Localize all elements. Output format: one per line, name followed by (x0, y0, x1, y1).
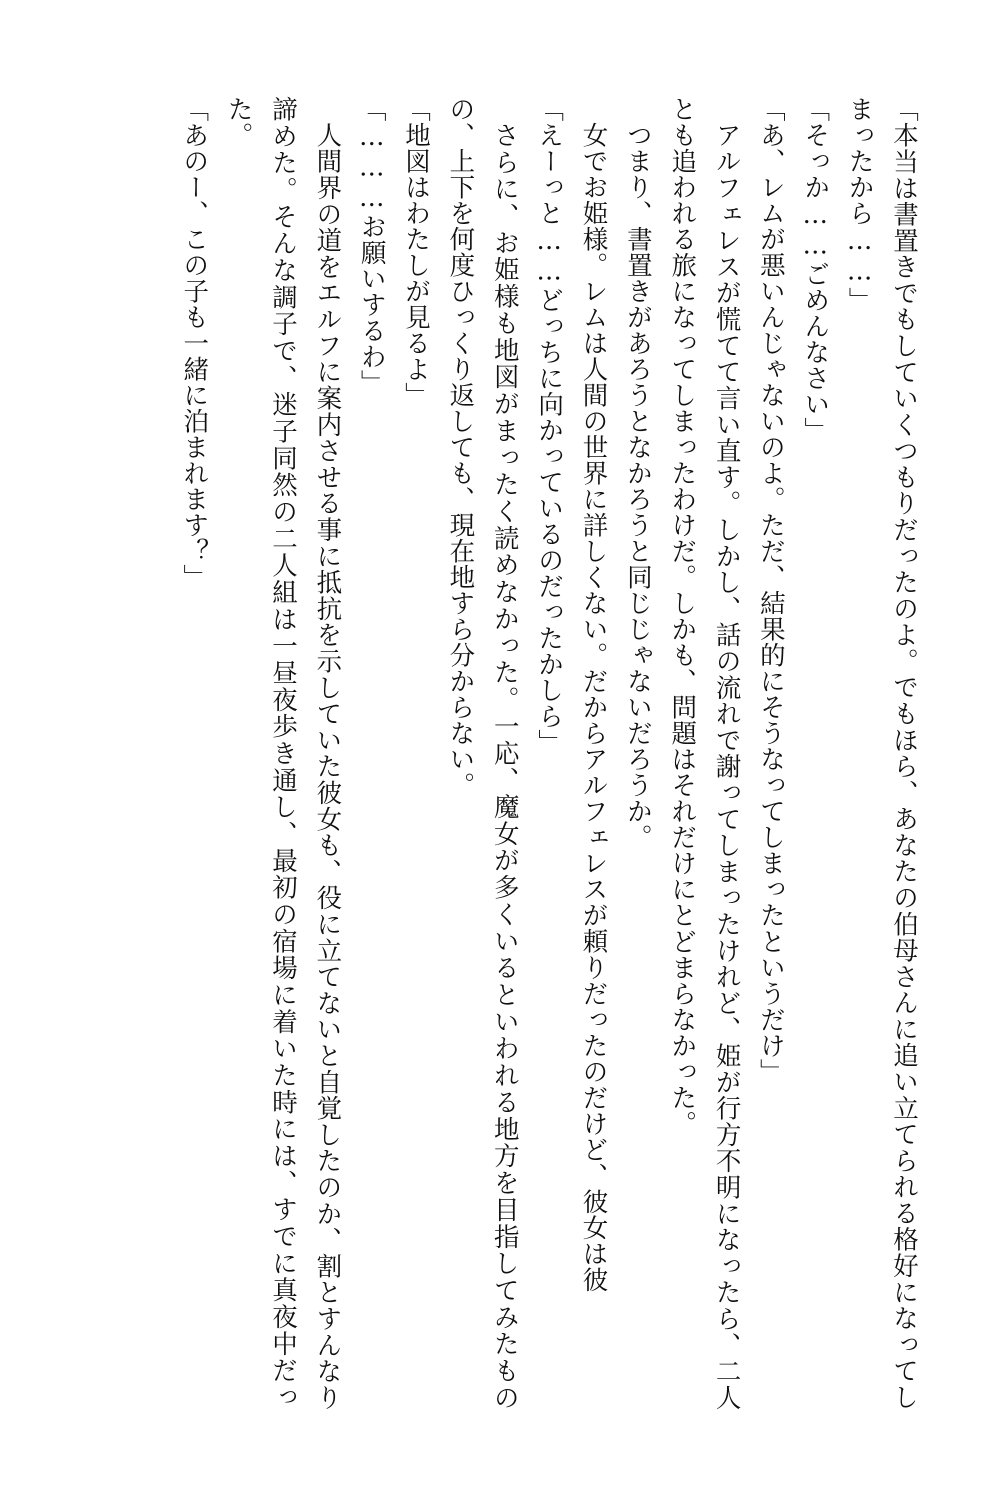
paragraph: 「えーっと……どっちに向かっているのだったかしら」 (534, 96, 565, 756)
novel-body-text (74, 96, 926, 1410)
paragraph: さらに、お姫様も地図がまったく読めなかった。一応、魔女が多くいるといわれる地方を目指してみたものの、上下を何度ひっくり返しても、現在地すら分からない。 (445, 96, 520, 1410)
paragraph: 「あ、レムが悪いんじゃないのよ。ただ、結果的にそうなってしまったというだけ」 (755, 96, 786, 1085)
paragraph: 「地図はわたしが見るよ」 (401, 96, 432, 409)
paragraph: アルフェレスが慌てて言い直す。しかし、話の流れで謝ってしまったけれど、姫が行方不明になったら、二人とも追われる旅になってしまったわけだ。しかも、問題はそれだけにとどまらなかった。 (667, 96, 742, 1410)
paragraph: 「あのー、この子も一緒に泊まれます？」 (179, 96, 210, 591)
paragraph: 「本当は書置きでもしていくつもりだったのよ。でもほら、あなたの伯母さんに追い立てられる格好になってしまったから……」 (844, 96, 919, 1410)
paragraph: つまり、書置きがあろうとなかろうと同じじゃないだろうか。 (622, 121, 653, 850)
paragraph: 「そっか……ごめんなさい」 (800, 96, 831, 444)
paragraph: 「………お願いするわ」 (356, 96, 387, 396)
paragraph: 女でお姫様。レムは人間の世界に詳しくない。だからアルフェレスが頼りだったのだけど、彼女は彼 (578, 121, 609, 1292)
paragraph: 人間界の道をエルフに案内させる事に抵抗を示していた彼女も、役に立てないと自覚したのか、割とすんなり諦めた。そんな調子で、迷子同然の二人組は一昼夜歩き通し、最初の宿場に着いた時には、すでに真夜中だった。 (223, 96, 343, 1410)
